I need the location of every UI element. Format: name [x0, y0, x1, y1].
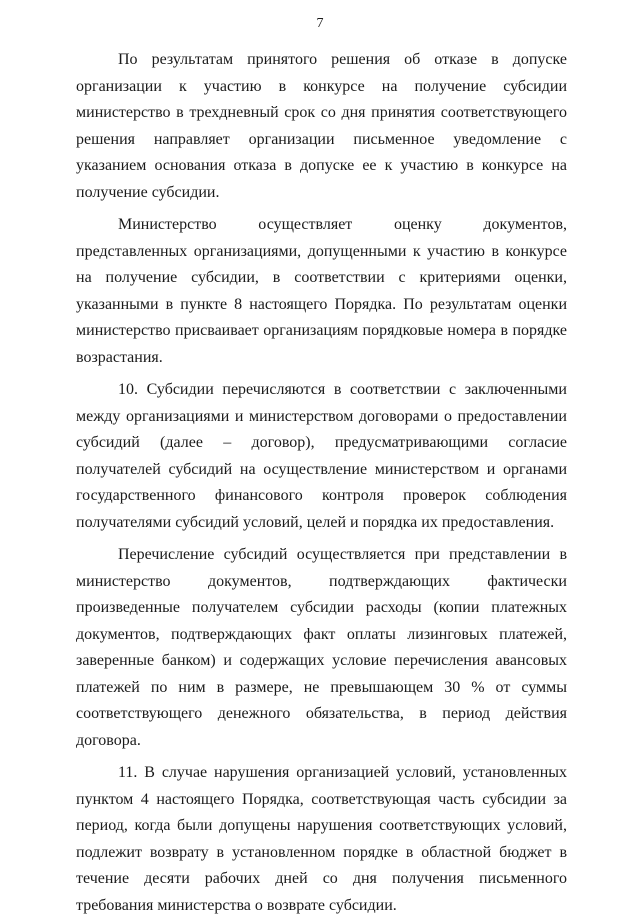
page-number: 7	[316, 16, 324, 31]
paragraph-10-subsidy-transfer: 10. Субсидии перечисляются в соответствии с заключенными между организациями и министерством договорами о предоставлении субсидий (далее – договор), предусматривающими согласие получателей субсидий на осуществление министерством и органами государственного финансового контроля проверок соблюдения получателями субсидий условий, целей и порядка их предоставления.	[76, 381, 567, 531]
paragraph-refusal-notification: По результатам принятого решения об отказе в допуске организации к участию в конкурсе на получение субсидии министерство в трехдневный срок со дня принятия соответствующего решения направляет организации письменное уведомление с указанием основания отказа в допуске ее к участию в конкурсе на получение субсидии.	[76, 51, 567, 201]
paragraph-11-subsidy-return: 11. В случае нарушения организацией условий, установленных пунктом 4 настоящего Порядка, соответствующая часть субсидии за период, когда были допущены нарушения соответствующих условий, подлежит возврату в установленном порядке в областной бюджет в течение десяти рабочих дней со дня получения письменного требования министерства о возврате субсидии.	[76, 764, 567, 914]
document-body	[76, 47, 567, 919]
paragraph-transfer-conditions: Перечисление субсидий осуществляется при представлении в министерство документов, подтверждающих фактически произведенные получателем субсидии расходы (копии платежных документов, подтверждающих факт оплаты лизинговых платежей, заверенные банком) и содержащих условие перечисления авансовых платежей по ним в размере, не превышающем 30 % от суммы соответствующего денежного обязательства, в период действия договора.	[76, 546, 567, 749]
paragraph-document-evaluation: Министерство осуществляет оценку документов, представленных организациями, допущенными к участию в конкурсе на получение субсидии, в соответствии с критериями оценки, указанными в пункте 8 настоящего Порядка. По результатам оценки министерство присваивает организациям порядковые номера в порядке возрастания.	[76, 216, 567, 366]
